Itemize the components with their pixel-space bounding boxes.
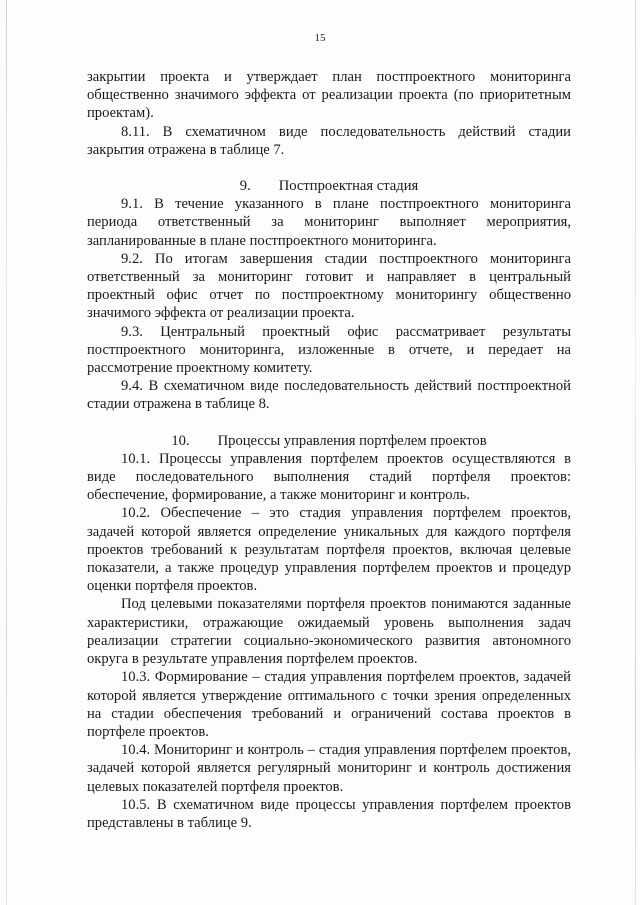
- paragraph-target-indicators: Под целевыми показателями портфеля проектов понимаются заданные характеристики, отражающие ожидаемый уровень выполнения задач реализации стратегии социально-экономического развития автономного округа в результате управления портфелем проектов.: [87, 596, 571, 668]
- paragraph-10-4: 10.4. Мониторинг и контроль – стадия управления портфелем проектов, задачей которой является регулярный мониторинг и контроль достижения целевых показателей портфеля проектов.: [87, 742, 571, 795]
- paragraph-10-5: 10.5. В схематичном виде процессы управления портфелем проектов представлены в таблице 9.: [87, 796, 571, 831]
- document-body: [87, 68, 571, 832]
- section-heading-9: [87, 177, 571, 195]
- section-number-10: 10.: [171, 432, 190, 449]
- section-title-10: Процессы управления портфелем проектов: [217, 432, 487, 449]
- scan-edge-right: [635, 0, 636, 905]
- paragraph-intro: закрытии проекта и утверждает план постпроектного мониторинга общественно значимого эффекта от реализации проекта (по приоритетным проектам).: [87, 69, 571, 122]
- section-number-9: 9.: [239, 178, 251, 195]
- paragraph-9-4: 9.4. В схематичном виде последовательность действий постпроектной стадии отражена в таблице 8.: [87, 378, 571, 413]
- paragraph-9-3: 9.3. Центральный проектный офис рассматривает результаты постпроектного мониторинга, изложенные в отчете, и передает на рассмотрение проектному комитету.: [87, 323, 571, 377]
- paragraph-10-2: 10.2. Обеспечение – это стадия управления портфелем проектов, задачей которой является определение уникальных для каждого портфеля проектов требований к результатам портфеля проектов, включая целевые показатели, а также процедур управления портфелем проектов и процедур оценки портфеля проектов.: [87, 505, 571, 595]
- paragraph-9-2: 9.2. По итогам завершения стадии постпроектного мониторинга ответственный за мониторинг готовит и направляет в центральный проектный офис отчет по постпроектному мониторингу общественно значимого эффекта от реализации проекта.: [87, 250, 571, 322]
- page-number: 15: [314, 32, 326, 44]
- section-heading-10: [87, 432, 571, 450]
- spacer: [87, 414, 571, 432]
- scan-edge-left: [6, 0, 7, 905]
- paragraph-9-1: 9.1. В течение указанного в плане постпроектного мониторинга периода ответственный за мониторинг выполняет мероприятия, запланированные в плане постпроектного мониторинга.: [87, 196, 571, 249]
- paragraph-8-11: 8.11. В схематичном виде последовательность действий стадии закрытия отражена в таблице 7.: [87, 123, 571, 158]
- paragraph-10-3: 10.3. Формирование – стадия управления портфелем проектов, задачей которой является утверждение оптимального с точки зрения определенных на стадии обеспечения требований и ограничений состава проектов в портфеле проектов.: [87, 669, 571, 740]
- paragraph-10-1: 10.1. Процессы управления портфелем проектов осуществляются в виде последовательного выполнения стадий портфеля проектов: обеспечение, формирование, а также мониторинг и контроль.: [87, 450, 571, 504]
- section-title-9: Постпроектная стадия: [278, 178, 419, 195]
- spacer: [87, 159, 571, 177]
